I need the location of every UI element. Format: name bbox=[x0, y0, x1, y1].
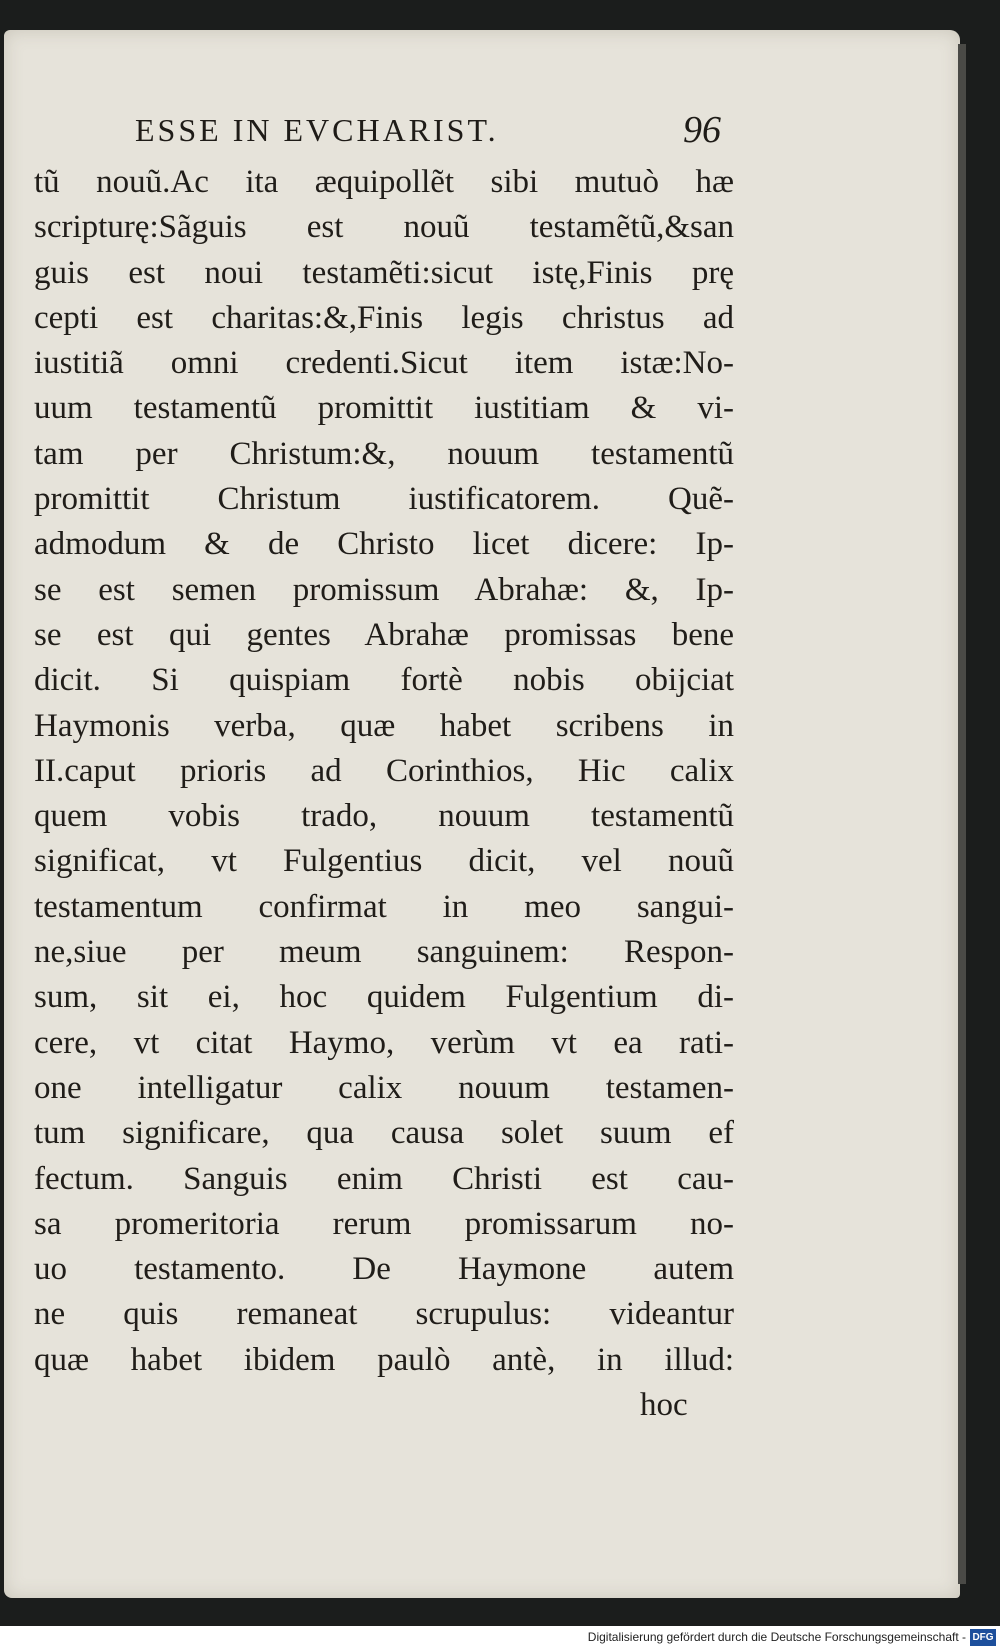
page-number: 96 bbox=[683, 109, 721, 151]
footer-credit: Digitalisierung gefördert durch die Deutsche Forschungsgemeinschaft - bbox=[587, 1630, 966, 1644]
text-line: se est qui gentes Abrahæ promissas bene bbox=[34, 616, 734, 653]
running-head: ESSE IN EVCHARIST. bbox=[135, 112, 499, 148]
text-line: tum significare, qua causa solet suum ef bbox=[34, 1115, 734, 1152]
text-line: iustitiã omni credenti.Sicut item istæ:No- bbox=[34, 345, 734, 382]
text-line: uum testamentũ promittit iustitiam & vi- bbox=[34, 390, 734, 427]
text-line: quæ habet ibidem paulò antè, in illud: bbox=[34, 1341, 734, 1378]
text-block bbox=[34, 160, 734, 1383]
text-line: sum, sit ei, hoc quidem Fulgentium di- bbox=[34, 979, 734, 1016]
text-line: sa promeritoria rerum promissarum no- bbox=[34, 1205, 734, 1242]
text-line: ne quis remaneat scrupulus: videantur bbox=[34, 1296, 734, 1333]
text-line: promittit Christum iustificatorem. Quẽ- bbox=[34, 481, 734, 518]
text-line: tũ nouũ.Ac ita æquipollẽt sibi mutuò hæ bbox=[34, 164, 734, 200]
text-line: guis est noui testamẽti:sicut istę,Finis prę bbox=[34, 254, 734, 291]
text-line: tam per Christum:&, nouum testamentũ bbox=[34, 435, 734, 472]
text-line: se est semen promissum Abrahæ: &, Ip- bbox=[34, 571, 734, 608]
text-line: dicit. Si quispiam fortè nobis obijciat bbox=[34, 662, 734, 699]
text-line: quem vobis trado, nouum testamentũ bbox=[34, 798, 734, 835]
catchword: hoc bbox=[640, 1387, 688, 1423]
text-line: scripturę:Sãguis est nouũ testamẽtũ,&san bbox=[34, 209, 734, 246]
text-line: ne,siue per meum sanguinem: Respon- bbox=[34, 934, 734, 971]
text-line: testamentum confirmat in meo sangui- bbox=[34, 888, 734, 925]
footer-bar bbox=[0, 1626, 1000, 1650]
text-line: Haymonis verba, quæ habet scribens in bbox=[34, 707, 734, 744]
text-line: one intelligatur calix nouum testamen- bbox=[34, 1069, 734, 1106]
text-line: II.caput prioris ad Corinthios, Hic calix bbox=[34, 752, 734, 789]
dfg-logo-icon: DFG bbox=[970, 1629, 996, 1646]
text-line: fectum. Sanguis enim Christi est cau- bbox=[34, 1160, 734, 1197]
text-line: uo testamento. De Haymone autem bbox=[34, 1251, 734, 1288]
text-line: admodum & de Christo licet dicere: Ip- bbox=[34, 526, 734, 563]
text-line: cepti est charitas:&,Finis legis christus ad bbox=[34, 299, 734, 336]
text-line: cere, vt citat Haymo, verùm vt ea rati- bbox=[34, 1024, 734, 1061]
page-edge bbox=[958, 44, 966, 1584]
text-line: significat, vt Fulgentius dicit, vel nouũ bbox=[34, 843, 734, 880]
